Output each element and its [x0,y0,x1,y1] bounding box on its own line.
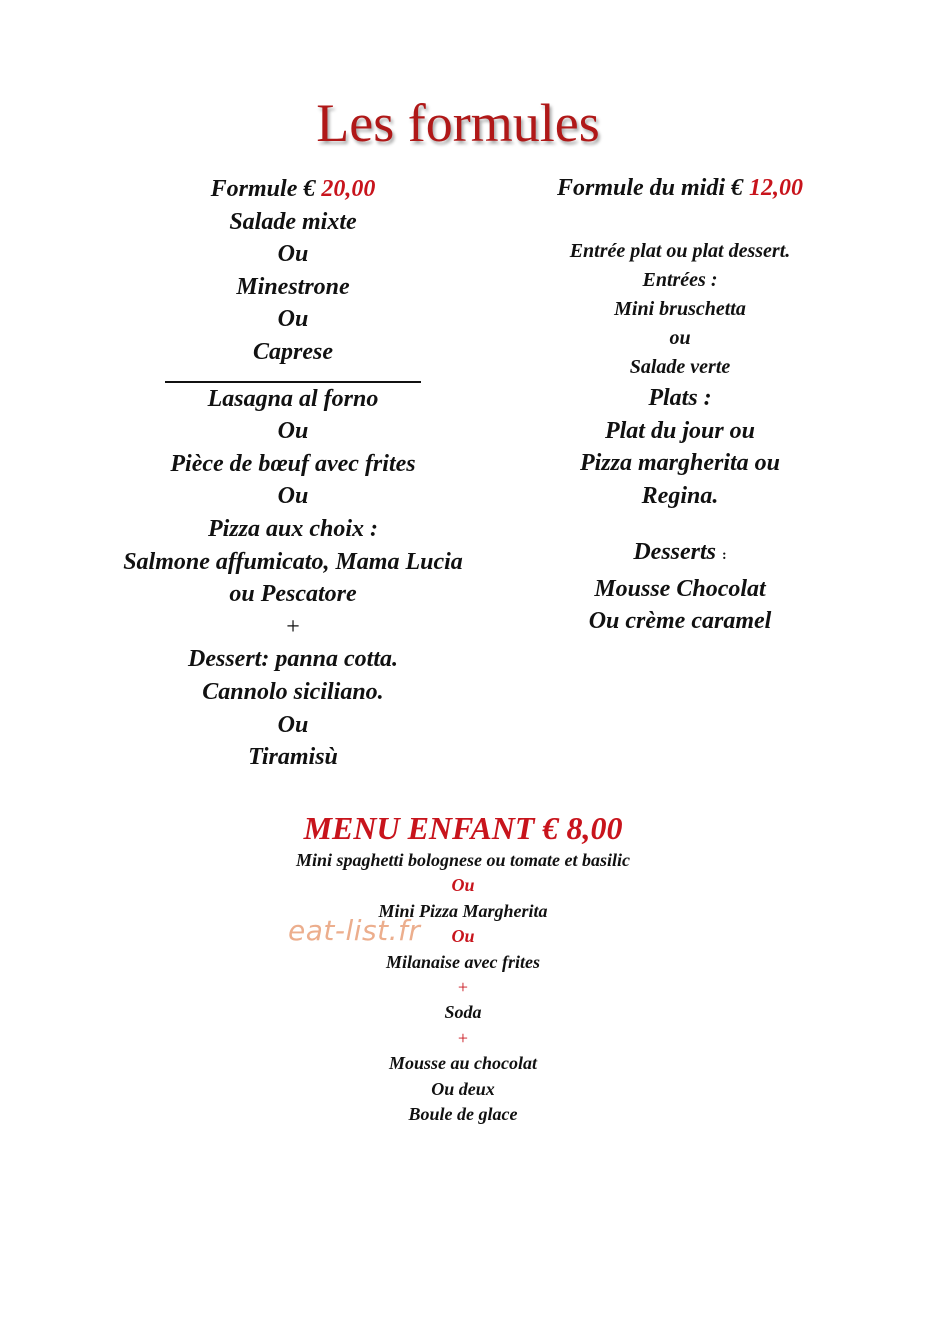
dessert-item: Ou crème caramel [588,608,772,634]
dessert-item: Cannolo siciliano. [202,678,384,705]
formule-midi-intro: Entrée plat ou plat dessert. [569,240,791,262]
starter-item: Mini bruschetta [614,298,746,320]
main-item: Lasagna al forno [207,385,379,412]
starter-item: Caprese [253,338,333,365]
dessert-item: Tiramisù [248,744,338,771]
kids-menu-line: Mousse au chocolat [388,1053,538,1074]
separator-ou: ou [669,327,691,349]
formule-20-label: Formule € [210,176,322,202]
main-item: ou Pescatore [229,581,357,608]
formule-midi-heading [505,173,855,203]
dessert-item: Mousse Chocolat [594,575,766,602]
desserts-heading [505,536,855,573]
formule-midi-section [505,173,855,638]
formule-midi-price: 12,00 [749,175,804,201]
formule-20-heading [80,173,506,206]
kids-menu-line: Milanaise avec frites [386,951,540,972]
main-item: Pièce de bœuf avec frites [170,450,416,477]
separator-ou: Ou [277,483,309,510]
separator-ou: Ou [277,241,309,268]
kids-menu-line: Boule de glace [408,1104,518,1125]
starter-item: Minestrone [236,273,350,300]
main-item: Regina. [641,482,719,509]
desserts-label: Desserts [633,539,716,565]
separator-ou: Ou [277,418,309,445]
desserts-colon: : [722,548,727,563]
kids-menu-line: Ou deux [431,1078,495,1099]
separator-ou: Ou [277,711,309,738]
plus-sign: + [286,613,300,640]
kids-menu-heading: MENU ENFANT € 8,00 [303,810,623,846]
starter-item: Salade mixte [229,208,357,235]
main-item: Pizza aux choix : [207,515,378,542]
kids-menu-line: Soda [444,1002,482,1023]
separator-ou: Ou [277,306,309,333]
page-title: Les formules [316,93,600,153]
main-item: Plat du jour ou [604,417,756,444]
starters-label: Entrées : [642,269,718,291]
dessert-item: Dessert: panna cotta. [188,646,398,673]
formule-midi-label: Formule du midi € [556,175,750,201]
kids-menu-section [150,808,776,1127]
kids-menu-separator: Ou [451,926,475,947]
kids-menu-line: Mini Pizza Margherita [378,900,548,921]
kids-menu-separator: Ou [451,875,475,896]
formule-20-section [80,173,506,774]
watermark: eat-list.fr [288,914,421,947]
main-item: Salmone affumicato, Mama Lucia [123,548,463,575]
mains-label: Plats : [648,385,712,411]
main-item: Pizza margherita ou [579,450,781,476]
kids-menu-line: Mini spaghetti bolognese ou tomate et basilic [295,850,630,870]
kids-menu-plus: + [457,1027,469,1048]
kids-menu-plus: + [457,977,469,998]
starter-item: Salade verte [629,356,731,378]
formule-20-price: 20,00 [321,176,376,202]
